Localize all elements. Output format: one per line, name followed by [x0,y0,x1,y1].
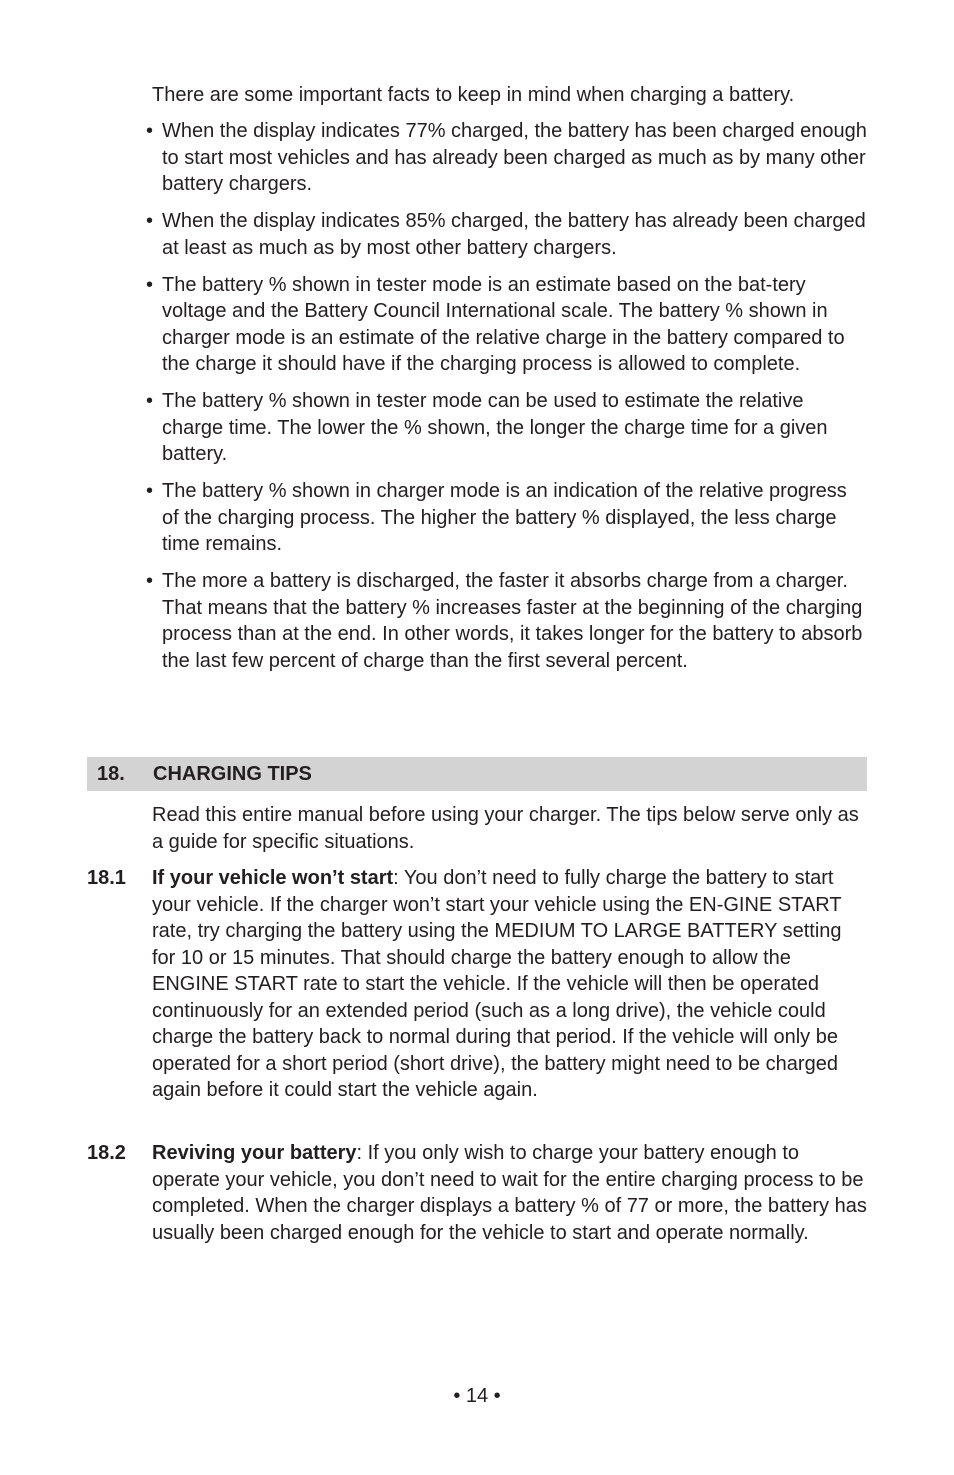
bullet-item [146,208,868,261]
bullet-text: The more a battery is discharged, the faster it absorbs charge from a charger. That means that the battery % increases faster at the beginning of the charging process than at the end. In other words, it takes longer for the battery to absorb the last few percent of charge than the first several percent. [162,570,863,672]
bullet-item [146,118,868,198]
section-title: CHARGING TIPS [153,763,312,785]
tip-heading: If your vehicle won’t start [152,867,394,889]
tip-text: : You don’t need to fully charge the battery to start your vehicle. If the charger won’t start your vehicle using the EN-GINE START rate, try charging the battery using the MEDIUM TO LARGE BATTERY setting for 10 or 15 minutes. That should charge the battery enough to allow the ENGINE START rate to start the vehicle. If the vehicle will then be operated continuously for an extended period (such as a long drive), the vehicle could charge the battery back to normal during that period. If the vehicle will only be operated for a short period (short drive), the battery might need to be charged again before it could start the vehicle again. [152,867,842,1101]
bullet-dot: • [146,480,154,502]
section-number: 18. [97,763,125,785]
page-number: • 14 • [453,1385,501,1407]
tip-heading: Reviving your battery [152,1142,357,1164]
bullet-dot: • [146,120,154,142]
section-heading-bar [87,757,867,791]
bullet-text: The battery % shown in charger mode is an indication of the relative progress of the charging process. The higher the battery % displayed, the less charge time remains. [162,480,847,555]
bullet-item [146,478,868,558]
tip-item-18-1 [87,865,867,1104]
bullet-text: The battery % shown in tester mode is an estimate based on the bat-tery voltage and the Battery Council International scale. The battery % shown in charger mode is an estimate of the relative charge in the battery compared to the charge it should have if the charging process is allowed to complete. [162,273,845,375]
bullet-item [146,568,868,674]
tip-body [152,1140,867,1246]
intro-paragraph: There are some important facts to keep in mind when charging a battery. [152,84,795,106]
facts-bullet-list [146,118,868,685]
section-intro-paragraph: Read this entire manual before using your charger. The tips below serve only as a guide for specific situations. [152,804,859,853]
bullet-dot: • [146,210,154,232]
bullet-dot: • [146,570,154,592]
tip-body [152,865,867,1104]
tip-number: 18.1 [87,867,126,889]
bullet-item [146,388,868,468]
tip-text: : If you only wish to charge your battery enough to operate your vehicle, you don’t need to wait for the entire charging process to be completed. When the charger displays a battery % of 77 or more, the battery has usually been charged enough for the vehicle to start and operate normally. [152,1142,867,1244]
bullet-dot: • [146,273,154,296]
bullet-text: When the display indicates 77% charged, the battery has been charged enough to start most vehicles and has already been charged as much as by many other battery chargers. [162,120,867,195]
bullet-text: The battery % shown in tester mode can be used to estimate the relative charge time. The lower the % shown, the longer the charge time for a given battery. [162,390,828,465]
bullet-item [146,272,868,378]
bullet-dot: • [146,390,154,412]
bullet-text: When the display indicates 85% charged, the battery has already been charged at least as much as by most other battery chargers. [162,210,866,259]
tip-item-18-2 [87,1140,867,1246]
tip-number: 18.2 [87,1142,126,1164]
